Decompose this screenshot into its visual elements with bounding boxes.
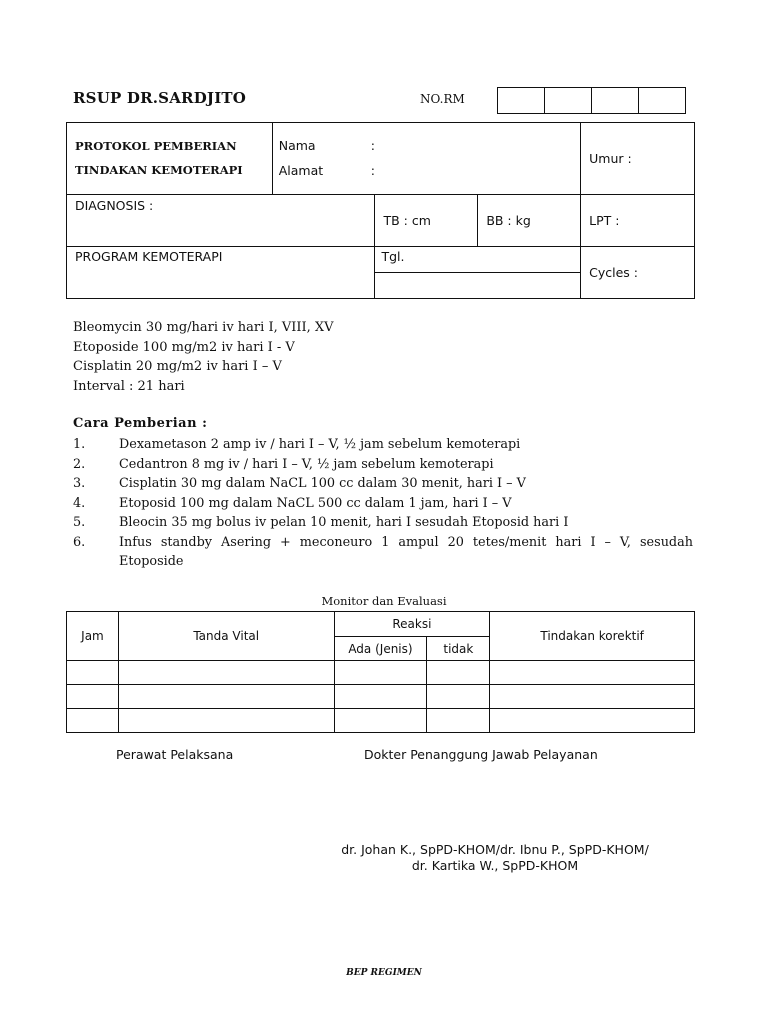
bb-cell[interactable] (478, 195, 581, 247)
step-item (73, 435, 693, 455)
step-text: Dexametason 2 amp iv / hari I – V, ½ jam sebelum kemoterapi (119, 437, 521, 452)
table-row (67, 661, 695, 685)
cara-pemberian-steps (73, 435, 693, 572)
cycles-cell[interactable] (581, 247, 695, 299)
patient-header-table (66, 122, 695, 299)
tb-cell[interactable] (375, 195, 478, 247)
col-tindakan-header: Tindakan korektif (490, 612, 695, 661)
lpt-label: LPT : (589, 213, 620, 228)
jam-cell[interactable] (67, 685, 119, 709)
tindakan-cell[interactable] (490, 709, 695, 733)
diagnosis-cell[interactable] (67, 195, 375, 247)
diagnosis-label: DIAGNOSIS : (75, 198, 154, 213)
hospital-name: RSUP DR.SARDJITO (73, 89, 247, 107)
program-cell[interactable] (67, 247, 375, 299)
tidak-cell[interactable] (427, 661, 490, 685)
tgl-cell[interactable] (375, 247, 581, 273)
cycles-label: Cycles : (589, 265, 638, 280)
ada-cell[interactable] (334, 661, 427, 685)
tanda-vital-cell[interactable] (118, 685, 334, 709)
no-rm-box[interactable] (497, 87, 545, 114)
step-number: 6. (73, 534, 86, 550)
step-text: Cedantron 8 mg iv / hari I – V, ½ jam sebelum kemoterapi (119, 456, 494, 472)
tidak-cell[interactable] (427, 685, 490, 709)
lpt-cell[interactable] (581, 195, 695, 247)
step-item (73, 474, 693, 494)
alamat-label: Alamat (278, 163, 324, 178)
step-number: 5. (73, 515, 86, 530)
ada-cell[interactable] (334, 685, 427, 709)
jam-cell[interactable] (67, 661, 119, 685)
nama-colon: : (370, 138, 375, 153)
doctor-names-line1: dr. Johan K., SpPD-KHOM/dr. Ibnu P., SpPD-KHOM/ (341, 842, 649, 857)
umur-label: Umur : (589, 151, 632, 166)
doctor-names-line2: dr. Kartika W., SpPD-KHOM (411, 858, 579, 873)
cara-pemberian-title: Cara Pemberian : (73, 416, 208, 431)
jam-cell[interactable] (67, 709, 119, 733)
step-number: 4. (73, 495, 86, 511)
step-number: 3. (73, 476, 86, 491)
col-tidak-header: tidak (427, 637, 490, 661)
step-text: Infus standby Asering + meconeuro 1 ampul 20 tetes/menit hari I – V, sesudah Etoposide (119, 534, 693, 569)
step-text: Cisplatin 30 mg dalam NaCL 100 cc dalam 30 menit, hari I – V (119, 476, 526, 491)
alamat-colon: : (370, 163, 375, 178)
no-rm-box[interactable] (638, 87, 686, 114)
identity-cell[interactable] (272, 123, 580, 195)
step-item (73, 455, 693, 475)
no-rm-box[interactable] (544, 87, 592, 114)
tidak-cell[interactable] (427, 709, 490, 733)
regimen-line: Cisplatin 20 mg/m2 iv hari I – V (73, 359, 282, 374)
program-label: PROGRAM KEMOTERAPI (75, 249, 223, 264)
regimen-line: Bleomycin 30 mg/hari iv hari I, VIII, XV (73, 320, 334, 335)
protokol-title-line1: PROTOKOL PEMBERIAN (75, 139, 237, 153)
col-jam-header: Jam (67, 612, 119, 661)
step-item (73, 513, 693, 533)
regimen-list (73, 318, 334, 396)
protokol-title-cell (67, 123, 273, 195)
step-item (73, 533, 693, 572)
step-number: 1. (73, 437, 86, 452)
bb-label: BB : kg (486, 213, 531, 228)
doctor-names (0, 842, 768, 874)
col-tanda-vital-header: Tanda Vital (118, 612, 334, 661)
no-rm-boxes (497, 87, 686, 114)
protokol-title-line2: TINDAKAN KEMOTERAPI (75, 163, 243, 177)
step-item (73, 494, 693, 514)
table-row (67, 709, 695, 733)
footer-regimen-label: BEP REGIMEN (346, 968, 422, 978)
tindakan-cell[interactable] (490, 661, 695, 685)
monitor-table (66, 611, 695, 733)
perawat-signature-label: Perawat Pelaksana (116, 747, 234, 762)
ada-cell[interactable] (334, 709, 427, 733)
table-row (67, 685, 695, 709)
dokter-signature-label: Dokter Penanggung Jawab Pelayanan (364, 747, 598, 762)
step-number: 2. (73, 456, 86, 472)
tindakan-cell[interactable] (490, 685, 695, 709)
step-text: Etoposid 100 mg dalam NaCL 500 cc dalam 1 jam, hari I – V (119, 495, 512, 511)
tgl-label: Tgl. (381, 249, 405, 264)
col-ada-header: Ada (Jenis) (334, 637, 427, 661)
no-rm-label: NO.RM (420, 92, 465, 106)
regimen-line: Etoposide 100 mg/m2 iv hari I - V (73, 339, 295, 355)
col-reaksi-header: Reaksi (334, 612, 490, 637)
tanda-vital-cell[interactable] (118, 709, 334, 733)
regimen-interval: Interval : 21 hari (73, 378, 185, 394)
tanda-vital-cell[interactable] (118, 661, 334, 685)
umur-cell[interactable] (581, 123, 695, 195)
tgl-value-cell[interactable] (375, 273, 581, 299)
no-rm-box[interactable] (591, 87, 639, 114)
step-text: Bleocin 35 mg bolus iv pelan 10 menit, hari I sesudah Etoposid hari I (119, 515, 569, 530)
monitor-title: Monitor dan Evaluasi (321, 594, 447, 608)
nama-label: Nama (278, 138, 316, 153)
tb-label: TB : cm (383, 213, 431, 228)
